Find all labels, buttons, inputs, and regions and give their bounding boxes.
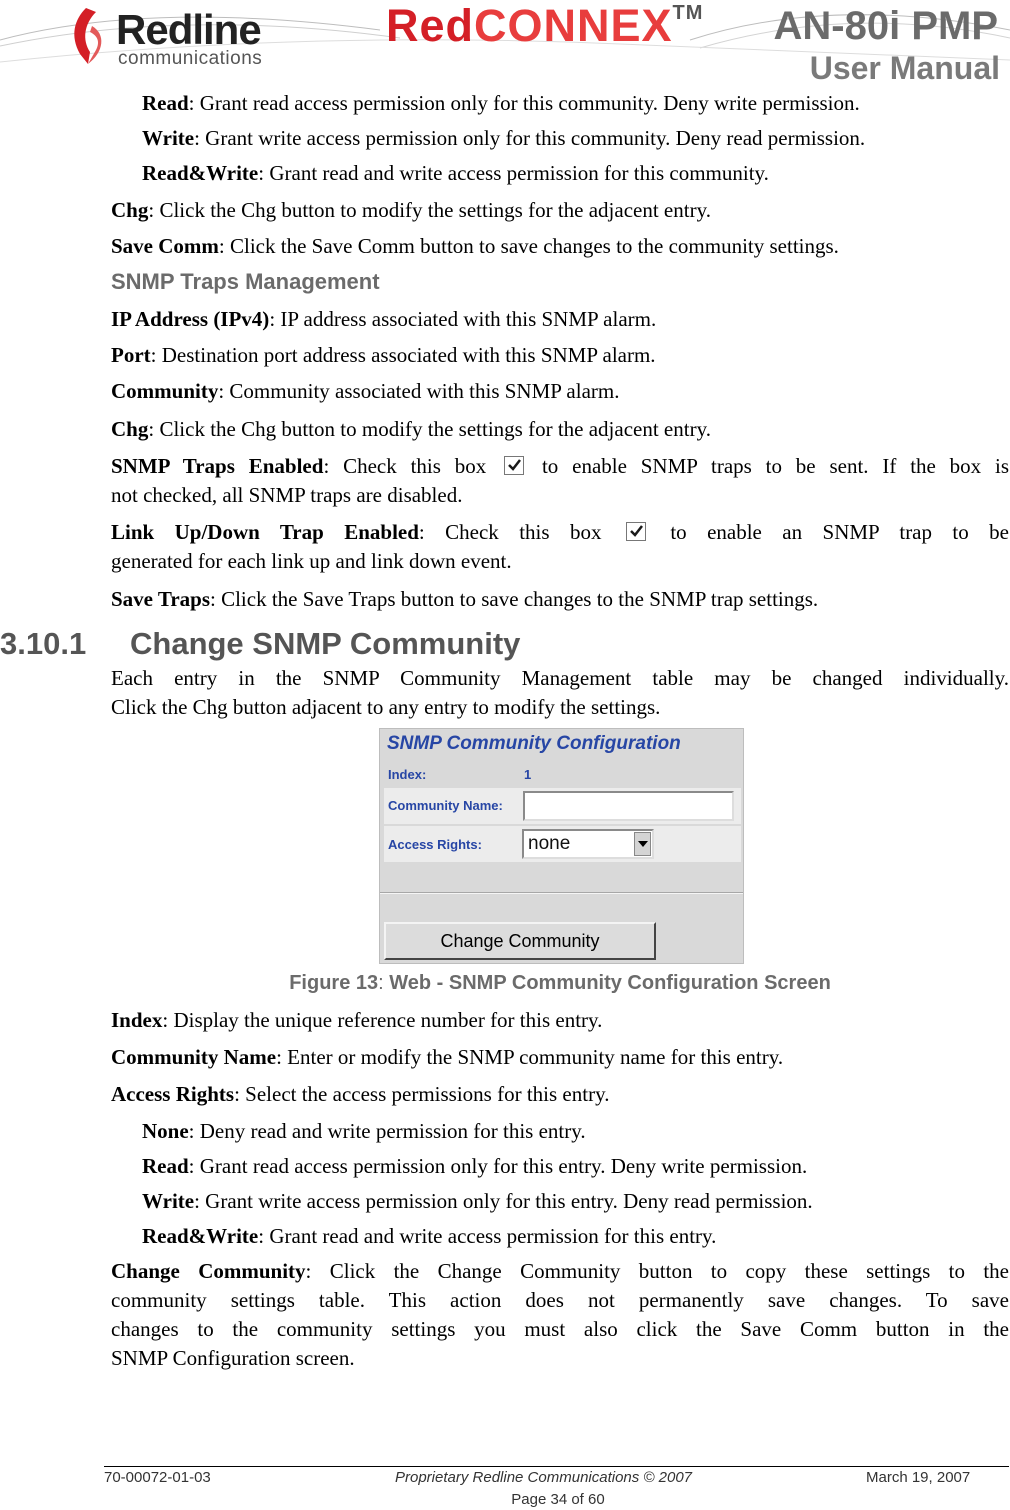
access-rights-value: none <box>528 833 571 854</box>
redconnex-brand: RedCONNEX™ <box>386 0 704 51</box>
dropdown-arrow-icon[interactable] <box>634 832 651 856</box>
trap-ip-description: IP Address (IPv4): IP address associated with this SNMP alarm. <box>111 307 657 331</box>
readwrite-item: Read&Write: Grant read and write access permission for this entry. <box>142 1224 717 1248</box>
index-label: Index: <box>388 767 427 782</box>
figure-caption: Figure 13: Web - SNMP Community Configuration Screen <box>289 972 831 994</box>
access-rights-select[interactable] <box>522 829 654 859</box>
change-community-line4: SNMP Configuration screen. <box>111 1346 355 1370</box>
write-item: Write: Grant write access permission only for this entry. Deny read permission. <box>142 1189 813 1213</box>
trap-chg-description: Chg: Click the Chg button to modify the settings for the adjacent entry. <box>111 417 711 441</box>
traps-enabled-line2: not checked, all SNMP traps are disabled. <box>111 483 463 507</box>
save-traps-description: Save Traps: Click the Save Traps button to save changes to the SNMP trap settings. <box>111 587 819 611</box>
divider <box>380 892 743 894</box>
change-community-line1: Change Community: Click the Change Community button to copy these settings to the <box>111 1259 1009 1283</box>
checkbox-icon <box>626 522 646 541</box>
index-value: 1 <box>524 767 532 782</box>
index-description: Index: Display the unique reference number for this entry. <box>111 1008 603 1032</box>
redline-logo-sub: communications <box>118 48 263 69</box>
trap-community-description: Community: Community associated with this SNMP alarm. <box>111 379 620 403</box>
document-type: User Manual <box>809 50 1000 86</box>
access-readwrite-item: Read&Write: Grant read and write access permission for this community. <box>142 161 769 185</box>
footer-rule <box>104 1466 1009 1467</box>
snmp-community-config-screenshot <box>379 728 744 964</box>
community-name-label: Community Name: <box>388 798 503 813</box>
link-trap-line2: generated for each link up and link down event. <box>111 549 512 573</box>
section-intro-line2: Click the Chg button adjacent to any entry to modify the settings. <box>111 695 661 719</box>
change-community-button[interactable]: Change Community <box>384 922 656 960</box>
access-read-item: Read: Grant read access permission only for this community. Deny write permission. <box>142 91 860 115</box>
footer-date: March 19, 2007 <box>866 1469 971 1486</box>
config-title: SNMP Community Configuration <box>387 733 681 754</box>
section-intro-line1: Each entry in the SNMP Community Management table may be changed individually. <box>111 666 1009 690</box>
redline-logo-name: Redline <box>116 6 261 53</box>
access-write-item: Write: Grant write access permission only for this community. Deny read permission. <box>142 126 866 150</box>
save-comm-description: Save Comm: Click the Save Comm button to save changes to the community settings. <box>111 234 839 258</box>
product-name: AN-80i PMP <box>773 4 998 48</box>
footer-page-number: Page 34 of 60 <box>511 1491 605 1508</box>
redline-logo <box>66 4 281 74</box>
access-rights-description: Access Rights: Select the access permissions for this entry. <box>111 1082 610 1106</box>
redline-logo-mark-icon <box>66 6 112 66</box>
change-community-line2: community settings table. This action does not permanently save changes. To save <box>111 1288 1009 1312</box>
page-header <box>0 0 1010 92</box>
checkbox-icon <box>504 456 524 475</box>
section-heading: 3.10.1 Change SNMP Community <box>0 626 521 661</box>
footer-doc-number: 70-00072-01-03 <box>104 1469 211 1486</box>
none-item: None: Deny read and write permission for this entry. <box>142 1119 586 1143</box>
chg-description: Chg: Click the Chg button to modify the settings for the adjacent entry. <box>111 198 711 222</box>
read-item: Read: Grant read access permission only for this entry. Deny write permission. <box>142 1154 808 1178</box>
footer-copyright: Proprietary Redline Communications © 2007 <box>395 1469 693 1486</box>
change-community-line3: changes to the community settings you must also click the Save Comm button in the <box>111 1317 1009 1341</box>
traps-enabled-line1: SNMP Traps Enabled: Check this box to enable SNMP traps to be sent. If the box is <box>111 454 1010 478</box>
link-trap-line1: Link Up/Down Trap Enabled: Check this box to enable an SNMP trap to be <box>111 520 1009 544</box>
trap-port-description: Port: Destination port address associated with this SNMP alarm. <box>111 343 656 367</box>
community-name-description: Community Name: Enter or modify the SNMP community name for this entry. <box>111 1045 784 1069</box>
community-name-input[interactable] <box>523 791 734 821</box>
traps-subheading: SNMP Traps Management <box>111 269 380 294</box>
access-rights-label: Access Rights: <box>388 837 482 852</box>
